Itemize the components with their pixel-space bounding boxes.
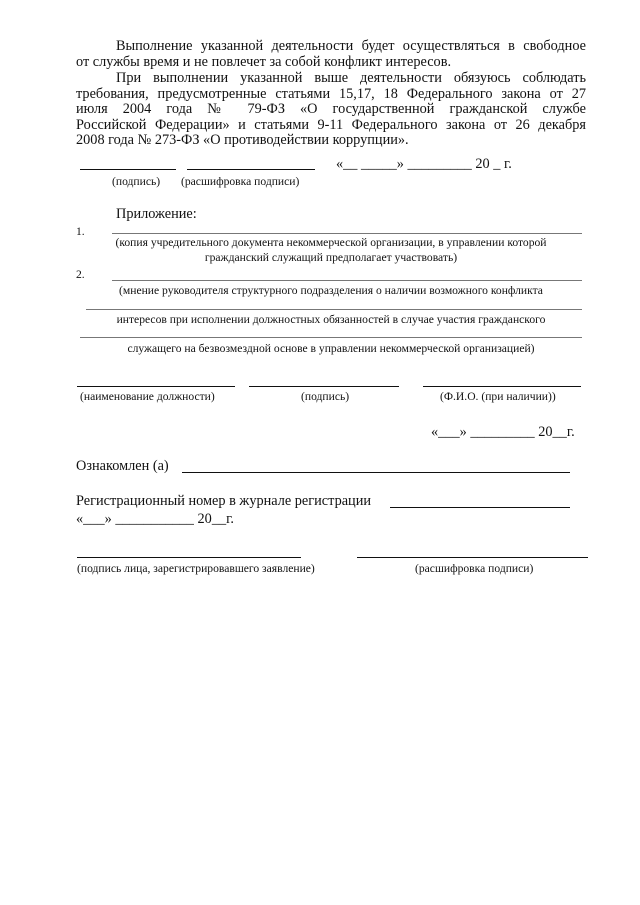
paragraph-line: июля 2004 года № 79-ФЗ «О государственной гражданской службе (76, 101, 586, 118)
signature-line[interactable] (80, 169, 176, 170)
attachments-heading: Приложение: (116, 206, 197, 222)
attachment-2-caption: (мнение руководителя структурного подразделения о наличии возможного конфликта (119, 284, 543, 297)
paragraph-line: Выполнение указанной деятельности будет осуществляться в свободное (116, 38, 586, 54)
attachment-1-line[interactable] (112, 233, 582, 234)
attachment-1-caption: гражданский служащий предполагает участвовать) (204, 251, 458, 264)
attachment-2-line[interactable] (86, 309, 582, 310)
acquainted-label: Ознакомлен (а) (76, 458, 169, 474)
acquainted-line[interactable] (182, 472, 570, 473)
attachment-1-caption: (копия учредительного документа некоммерческой организации, в управлении которой (115, 236, 547, 249)
paragraph-line: 2008 года № 273-ФЗ «О противодействии коррупции». (76, 132, 409, 149)
caption-signature: (подпись) (301, 390, 350, 403)
fio-line[interactable] (423, 386, 581, 387)
signature-line[interactable] (249, 386, 399, 387)
caption-decoding: (расшифровка подписи) (181, 175, 300, 188)
attachment-2-line[interactable] (80, 337, 582, 338)
caption-fio: (Ф.И.О. (при наличии)) (440, 390, 556, 403)
paragraph-line: При выполнении указанной выше деятельности обязуюсь соблюдать (116, 70, 586, 86)
decoding-line[interactable] (187, 169, 315, 170)
paragraph-line: от службы время и не повлечет за собой конфликт интересов. (76, 53, 452, 70)
registration-date-field[interactable]: «___» ___________ 20__г. (76, 511, 234, 527)
position-line[interactable] (77, 386, 235, 387)
attachment-number-2: 2. (76, 268, 85, 281)
approval-date-field[interactable]: «___» _________ 20__г. (431, 424, 575, 440)
attachment-2-line[interactable] (112, 280, 582, 281)
paragraph-free-time (76, 39, 586, 70)
attachment-2-caption: служащего на безвозмездной основе в управлении некоммерческой организацией) (127, 342, 535, 355)
attachment-2-caption: интересов при исполнении должностных обязанностей в случае участия гражданского (116, 313, 546, 326)
registration-label: Регистрационный номер в журнале регистрации (76, 493, 372, 509)
caption-position: (наименование должности) (80, 390, 215, 403)
paragraph-line: требования, предусмотренные статьями 15,17, 18 Федерального закона от 27 (76, 85, 586, 102)
caption-registrar-signature: (подпись лица, зарегистрировавшего заявление) (77, 562, 315, 575)
caption-registrar-decoding: (расшифровка подписи) (415, 562, 534, 575)
caption-signature: (подпись) (112, 175, 161, 188)
registrar-decoding-line[interactable] (357, 557, 588, 558)
paragraph-line: Российской Федерации» и статьями 9-11 Федерального закона от 26 декабря (76, 116, 586, 133)
registration-number-line[interactable] (390, 507, 570, 508)
date-field[interactable]: «__ _____» _________ 20 _ г. (336, 156, 512, 172)
registrar-signature-line[interactable] (77, 557, 301, 558)
paragraph-obligations (76, 71, 586, 149)
attachment-number-1: 1. (76, 225, 85, 238)
